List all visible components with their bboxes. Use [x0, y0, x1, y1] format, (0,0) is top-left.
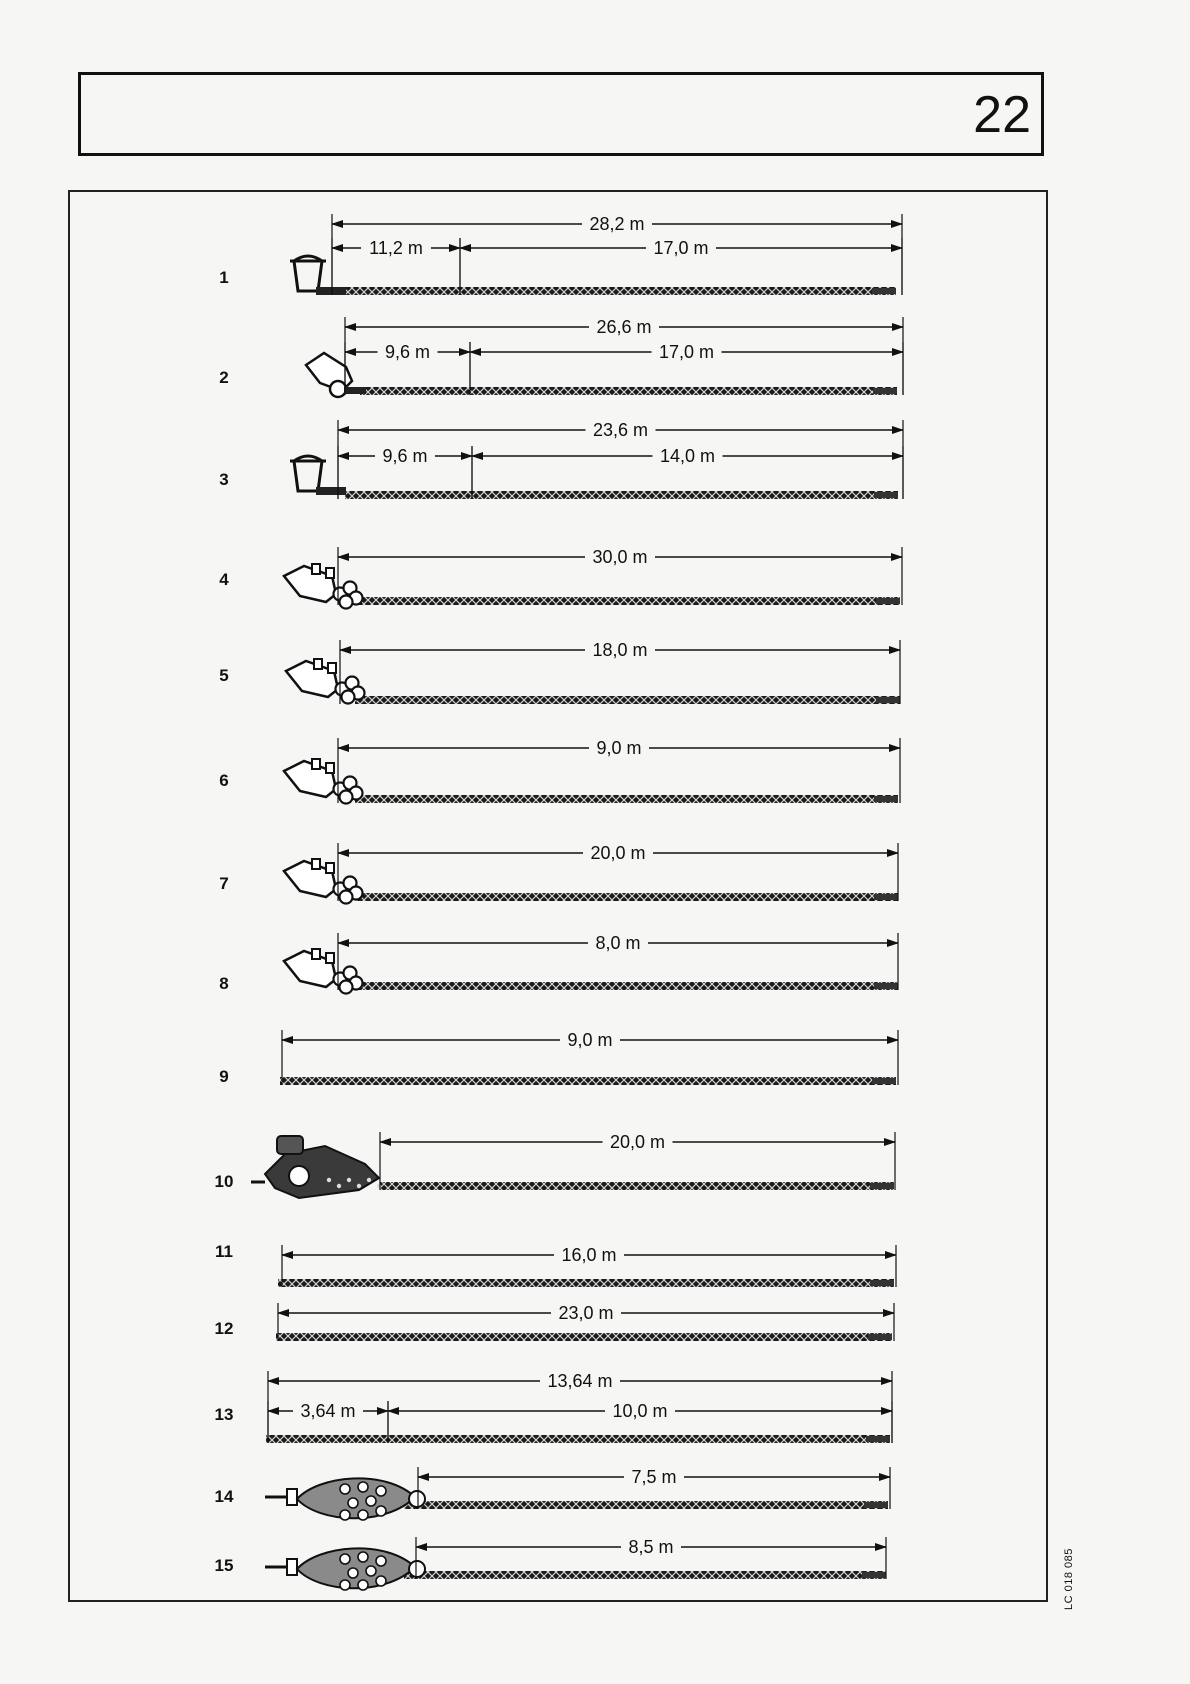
rigging-row [219, 841, 898, 904]
rigging-row [219, 931, 898, 994]
row-number: 15 [214, 1556, 234, 1575]
rigging-row [215, 1369, 892, 1443]
dimension-label: 3,64 m [300, 1401, 356, 1421]
dimension-line [338, 931, 898, 990]
rope-line [266, 1435, 890, 1443]
rope-end [874, 983, 898, 989]
rigging-row [219, 418, 903, 499]
dimension-label: 18,0 m [592, 640, 648, 660]
rigging-row [215, 1130, 895, 1198]
dimension-label: 28,2 m [589, 214, 645, 234]
rope-end [866, 1436, 890, 1442]
rigging-row [219, 212, 902, 295]
row-number: 2 [219, 368, 229, 387]
dimension-label: 30,0 m [592, 547, 648, 567]
rope-end [874, 796, 898, 802]
dimension-line [332, 236, 460, 295]
rope-line [280, 1077, 896, 1085]
rigging-row [215, 1465, 890, 1520]
rigging-row [219, 736, 900, 804]
row-number: 6 [219, 771, 229, 790]
row-number: 8 [219, 974, 229, 993]
page-number: 22 [973, 86, 1031, 144]
rigging-row [219, 1028, 898, 1086]
rigging-row [219, 545, 902, 609]
row-number: 13 [214, 1405, 234, 1424]
dimension-label: 17,0 m [653, 238, 709, 258]
dimension-line [338, 545, 902, 605]
rigging-row [215, 1301, 894, 1341]
rope-end [874, 894, 898, 900]
document-code: LC 018 085 [1063, 1548, 1075, 1610]
row-number: 4 [219, 570, 229, 589]
rope-line [404, 1571, 886, 1579]
dimension-label: 26,6 m [596, 317, 652, 337]
rope-line [355, 696, 900, 704]
row-number: 3 [219, 470, 229, 489]
rigging-row [215, 1242, 896, 1287]
dimension-line [472, 444, 903, 499]
dimension-label: 13,64 m [547, 1371, 613, 1391]
dimension-line [340, 638, 900, 704]
rope-line [340, 287, 896, 295]
dimension-label: 8,0 m [595, 933, 641, 953]
dimension-label: 20,0 m [609, 1132, 666, 1152]
dimension-line [338, 444, 472, 499]
rope-end [868, 1334, 892, 1340]
dimension-label: 9,0 m [567, 1030, 613, 1050]
rope-end [872, 1078, 896, 1084]
dimension-line [460, 236, 902, 295]
dimension-label: 20,0 m [590, 843, 646, 863]
rope-line [278, 1279, 894, 1287]
dimension-label: 9,6 m [384, 342, 431, 362]
dimension-line [380, 1130, 895, 1190]
rope-end [876, 598, 900, 604]
rope-end [874, 492, 898, 498]
rope-end [862, 1572, 886, 1578]
rope-end [870, 1183, 894, 1189]
row-number: 7 [219, 874, 229, 893]
rigging-row [215, 1535, 886, 1590]
dimension-label: 14,0 m [659, 446, 716, 466]
rope-line [355, 597, 900, 605]
dimension-label: 8,5 m [628, 1537, 674, 1557]
row-number: 11 [215, 1242, 233, 1261]
dimension-line [345, 340, 470, 395]
row-number: 1 [219, 268, 229, 287]
rope-line [355, 795, 898, 803]
rigging-row [219, 638, 900, 704]
dimension-label: 9,0 m [596, 738, 642, 758]
dimension-label: 11,2 m [369, 238, 423, 258]
row-number: 5 [219, 666, 229, 685]
rope-line [345, 491, 898, 499]
dimension-label: 7,5 m [631, 1467, 677, 1487]
dimension-label: 17,0 m [658, 342, 715, 362]
dimension-label: 16,0 m [561, 1245, 617, 1265]
rope-line [355, 982, 898, 990]
rope-line [380, 1182, 894, 1190]
rope-end [870, 1280, 894, 1286]
rope-end [873, 388, 897, 394]
dimension-label: 10,0 m [612, 1401, 668, 1421]
dimension-line [338, 736, 900, 803]
dimension-line [470, 340, 903, 395]
row-number: 10 [214, 1172, 234, 1191]
row-number: 12 [214, 1319, 234, 1338]
dimension-line [338, 841, 898, 901]
rigging-row [219, 315, 903, 397]
dimension-label: 23,0 m [558, 1303, 614, 1323]
row-number: 14 [214, 1487, 234, 1506]
rope-end [864, 1502, 888, 1508]
row-number: 9 [219, 1067, 229, 1086]
rope-end [872, 288, 896, 294]
rope-end [876, 697, 900, 703]
rope-line [355, 893, 898, 901]
dimension-line [282, 1028, 898, 1085]
dimension-label: 23,6 m [592, 420, 649, 440]
dimension-label: 9,6 m [382, 446, 428, 466]
rope-line [404, 1501, 888, 1509]
rope-line [360, 387, 897, 395]
rope-line [276, 1333, 892, 1341]
